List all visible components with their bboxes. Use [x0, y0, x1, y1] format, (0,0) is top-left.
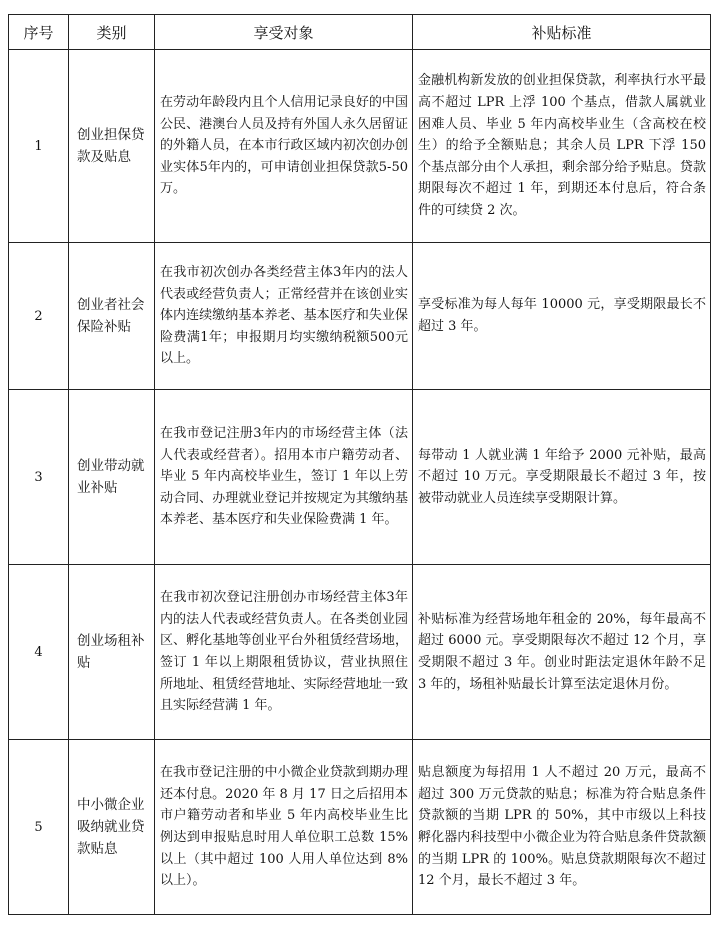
row-target: 在我市登记注册3年内的市场经营主体（法人代表或经营者）。招用本市户籍劳动者、毕业 5 年内高校毕业生，签订 1 年以上劳动合同、办理就业登记并按规定为其缴纳基本养老、基本医疗和失业保险费满 1 年。 [155, 390, 413, 565]
subsidy-policy-table [8, 14, 711, 915]
table-row [9, 50, 711, 243]
row-target: 在我市初次登记注册创办市场经营主体3年内的法人代表或经营负责人。在各类创业园区、孵化基地等创业平台外租赁经营场地，签订 1 年以上期限租赁协议，营业执照住所地址、租赁经营地址、实际经营地址一致且实际经营满 1 年。 [155, 565, 413, 740]
row-standard: 金融机构新发放的创业担保贷款，利率执行水平最高不超过 LPR 上浮 100 个基点，借款人属就业困难人员、毕业 5 年内高校毕业生（含高校在校生）的给予全额贴息；其余人员 LPR 下浮 150 个基点部分由个人承担，剩余部分给予贴息。贷款期限每次不超过 1 年，到期还本付息后，符合条件的可续贷 2 次。 [413, 50, 711, 243]
header-category: 类别 [69, 15, 155, 50]
row-number: 2 [9, 243, 69, 390]
row-target: 在我市初次创办各类经营主体3年内的法人代表或经营负责人；正常经营并在该创业实体内连续缴纳基本养老、基本医疗和失业保险费满1年；申报期月均实缴纳税额500元以上。 [155, 243, 413, 390]
table-row [9, 565, 711, 740]
row-category: 创业带动就业补贴 [69, 390, 155, 565]
row-target: 在劳动年龄段内且个人信用记录良好的中国公民、港澳台人员及持有外国人永久居留证的外籍人员，在本市行政区域内初次创办创业实体5年内的，可申请创业担保贷款5-50万。 [155, 50, 413, 243]
row-category: 创业者社会保险补贴 [69, 243, 155, 390]
row-standard: 每带动 1 人就业满 1 年给予 2000 元补贴，最高不超过 10 万元。享受期限最长不超过 3 年，按被带动就业人员连续享受期限计算。 [413, 390, 711, 565]
table-row [9, 243, 711, 390]
header-standard: 补贴标准 [413, 15, 711, 50]
row-number: 5 [9, 740, 69, 915]
row-category: 中小微企业吸纳就业贷款贴息 [69, 740, 155, 915]
table-row [9, 390, 711, 565]
row-number: 1 [9, 50, 69, 243]
row-category: 创业场租补贴 [69, 565, 155, 740]
table-row [9, 740, 711, 915]
table-header-row [9, 15, 711, 50]
header-no: 序号 [9, 15, 69, 50]
row-target: 在我市登记注册的中小微企业贷款到期办理还本付息。2020 年 8 月 17 日之后招用本市户籍劳动者和毕业 5 年内高校毕业生比例达到申报贴息时用人单位职工总数 15%以上（其中超过 100 人用人单位达到 8%以上）。 [155, 740, 413, 915]
row-standard: 贴息额度为每招用 1 人不超过 20 万元，最高不超过 300 万元贷款的贴息；标准为符合贴息条件贷款额的当期 LPR 的 50%，其中市级以上科技孵化器内科技型中小微企业为符合贴息条件贷款额的当期 LPR 的 100%。贴息贷款期限每次不超过 12 个月，最长不超过 3 年。 [413, 740, 711, 915]
row-standard: 享受标准为每人每年 10000 元，享受期限最长不超过 3 年。 [413, 243, 711, 390]
row-number: 3 [9, 390, 69, 565]
row-standard: 补贴标准为经营场地年租金的 20%，每年最高不超过 6000 元。享受期限每次不超过 12 个月，享受期限不超过 3 年。创业时距法定退休年龄不足 3 年的，场租补贴最长计算至法定退休月份。 [413, 565, 711, 740]
row-category: 创业担保贷款及贴息 [69, 50, 155, 243]
row-number: 4 [9, 565, 69, 740]
header-target: 享受对象 [155, 15, 413, 50]
